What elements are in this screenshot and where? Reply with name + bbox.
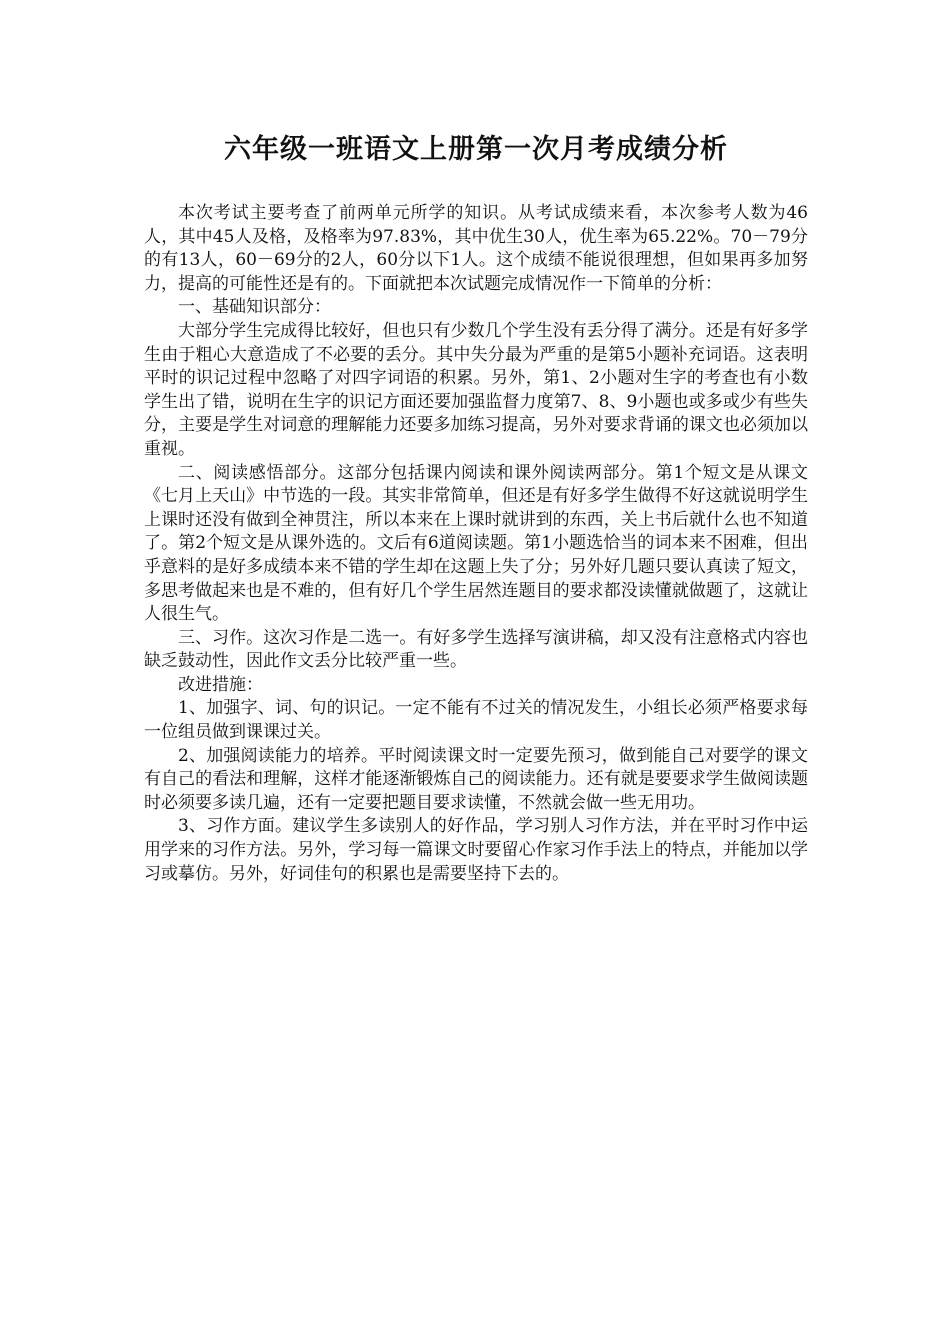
section-heading-improvements: 改进措施： xyxy=(178,674,263,695)
section-heading-basics: 一、基础知识部分： xyxy=(178,297,331,318)
writing-paragraph: 三、习作。这次习作是二选一。有好多学生选择写演讲稿，却又没有注意格式内容也缺乏鼓动性，因此作文丢分比较严重一些。 xyxy=(144,627,808,672)
document-page xyxy=(144,128,808,886)
improvement-item-1: 1、加强字、词、句的识记。一定不能有不过关的情况发生，小组长必须严格要求每一位组员做到课课过关。 xyxy=(144,698,808,743)
reading-paragraph: 二、阅读感悟部分。这部分包括课内阅读和课外阅读两部分。第1个短文是从课文《七月上天山》中节选的一段。其实非常简单，但还是有好多学生做得不好这就说明学生上课时还没有做到全神贯注，所以本来在上课时就讲到的东西，关上书后就什么也不知道了。第2个短文是从课外选的。文后有6道阅读题。第1小题选恰当的词本来不困难，但出乎意料的是好多成绩本来不错的学生却在这题上失了分；另外好几题只要认真读了短文，多思考做起来也是不难的，但有好几个学生居然连题目的要求都没读懂就做题了，这就让人很生气。 xyxy=(144,462,808,625)
basics-paragraph: 大部分学生完成得比较好，但也只有少数几个学生没有丢分得了满分。还是有好多学生由于粗心大意造成了不必要的丢分。其中失分最为严重的是第5小题补充词语。这表明平时的识记过程中忽略了对四字词语的积累。另外，第1、2小题对生字的考查也有小数学生出了错，说明在生字的识记方面还要加强监督力度第7、8、9小题也或多或少有些失分，主要是学生对词意的理解能力还要多加练习提高，另外对要求背诵的课文也必须加以重视。 xyxy=(144,320,808,459)
improvement-item-3: 3、习作方面。建议学生多读别人的好作品，学习别人习作方法，并在平时习作中运用学来的习作方法。另外，学习每一篇课文时要留心作家习作手法上的特点，并能加以学习或摹仿。另外，好词佳句的积累也是需要坚持下去的。 xyxy=(144,816,808,884)
intro-paragraph: 本次考试主要考查了前两单元所学的知识。从考试成绩来看，本次参考人数为46人，其中45人及格，及格率为97.83%，其中优生30人，优生率为65.22%。70－79分的有13人，60－69分的2人，60分以下1人。这个成绩不能说很理想，但如果再多加努力，提高的可能性还是有的。下面就把本次试题完成情况作一下简单的分析： xyxy=(144,203,808,294)
improvement-item-2: 2、加强阅读能力的培养。平时阅读课文时一定要先预习，做到能自己对要学的课文有自己的看法和理解，这样才能逐渐锻炼自己的阅读能力。还有就是要要求学生做阅读题时必须要多读几遍，还有一定要把题目要求读懂，不然就会做一些无用功。 xyxy=(144,745,808,813)
document-title: 六年级一班语文上册第一次月考成绩分析 xyxy=(224,134,728,165)
